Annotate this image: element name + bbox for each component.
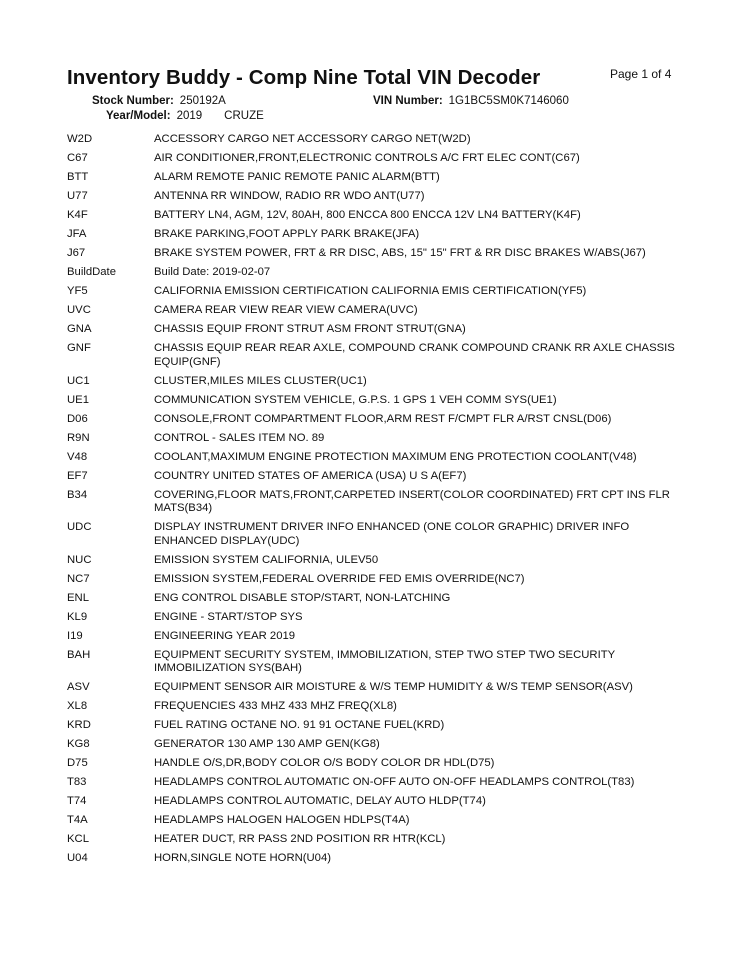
option-code: T4A	[67, 814, 88, 826]
option-code: B34	[67, 488, 88, 501]
option-code: NC7	[67, 572, 90, 585]
option-description: CHASSIS EQUIP REAR REAR AXLE, COMPOUND CRANK COMPOUND CRANK RR AXLE CHASSIS EQUIP(GNF)	[154, 342, 675, 368]
vin-value: 1G1BC5SM0K7146060	[448, 95, 569, 107]
option-code: UDC	[67, 521, 92, 533]
option-code: KG8	[67, 738, 90, 750]
option-description: EQUIPMENT SECURITY SYSTEM, IMMOBILIZATION, STEP TWO STEP TWO SECURITY IMMOBILIZATION SYS(BAH)	[154, 648, 615, 674]
option-code: U77	[67, 190, 88, 202]
option-row	[67, 487, 687, 520]
option-code: D06	[67, 412, 88, 425]
option-row	[67, 207, 687, 226]
document-title: Inventory Buddy - Comp Nine Total VIN Decoder	[67, 66, 541, 89]
option-description: ACCESSORY CARGO NET ACCESSORY CARGO NET(W2D)	[154, 133, 471, 145]
option-description: CALIFORNIA EMISSION CERTIFICATION CALIFORNIA EMIS CERTIFICATION(YF5)	[154, 285, 587, 297]
option-row	[67, 812, 687, 831]
option-row	[67, 302, 687, 321]
option-row	[67, 647, 687, 680]
option-description: HEADLAMPS CONTROL AUTOMATIC ON-OFF AUTO ON-OFF HEADLAMPS CONTROL(T83)	[154, 776, 635, 788]
option-code: U04	[67, 852, 88, 864]
option-row	[67, 131, 687, 150]
option-code: BAH	[67, 648, 91, 661]
option-code: UVC	[67, 304, 91, 316]
option-description: HORN,SINGLE NOTE HORN(U04)	[154, 852, 332, 864]
option-code: J67	[67, 247, 86, 259]
option-row	[67, 449, 687, 468]
option-code: V48	[67, 450, 88, 463]
option-row	[67, 245, 687, 264]
option-description: BATTERY LN4, AGM, 12V, 80AH, 800 ENCCA 800 ENCCA 12V LN4 BATTERY(K4F)	[154, 209, 581, 221]
option-description: HEADLAMPS CONTROL AUTOMATIC, DELAY AUTO HLDP(T74)	[154, 795, 486, 807]
option-description: ENGINEERING YEAR 2019	[154, 629, 296, 642]
option-code: YF5	[67, 285, 88, 297]
year-model-label: Year/Model:	[106, 110, 171, 122]
option-description: FREQUENCIES 433 MHZ 433 MHZ FREQ(XL8)	[154, 700, 397, 712]
option-code-list	[67, 131, 687, 869]
option-row	[67, 169, 687, 188]
option-row	[67, 283, 687, 302]
option-row	[67, 793, 687, 812]
option-description: CAMERA REAR VIEW REAR VIEW CAMERA(UVC)	[154, 304, 418, 316]
option-description: Build Date: 2019-02-07	[154, 266, 271, 278]
option-description: HEATER DUCT, RR PASS 2ND POSITION RR HTR(KCL)	[154, 833, 446, 845]
option-row	[67, 411, 687, 430]
stock-number-value: 250192A	[179, 95, 226, 107]
year-model-field	[106, 110, 264, 122]
option-description: ANTENNA RR WINDOW, RADIO RR WDO ANT(U77)	[154, 190, 425, 202]
option-row	[67, 571, 687, 590]
option-description: BRAKE PARKING,FOOT APPLY PARK BRAKE(JFA)	[154, 228, 420, 240]
stock-number-label: Stock Number:	[92, 95, 174, 107]
option-description: ENGINE - START/STOP SYS	[154, 610, 303, 623]
option-row	[67, 755, 687, 774]
year-value: 2019	[176, 110, 203, 122]
option-row	[67, 552, 687, 571]
option-code: W2D	[67, 133, 93, 145]
option-row	[67, 736, 687, 755]
vin-field	[373, 95, 569, 107]
option-code: UE1	[67, 393, 89, 406]
model-value: CRUZE	[224, 110, 264, 122]
option-code: XL8	[67, 700, 88, 712]
option-code: KL9	[67, 610, 88, 623]
page-number: Page 1 of 4	[610, 67, 672, 81]
option-code: ENL	[67, 591, 89, 604]
option-code: JFA	[67, 228, 87, 240]
option-row	[67, 430, 687, 449]
option-description: BRAKE SYSTEM POWER, FRT & RR DISC, ABS, 15" 15" FRT & RR DISC BRAKES W/ABS(J67)	[154, 247, 646, 259]
option-row	[67, 774, 687, 793]
option-code: D75	[67, 757, 88, 769]
option-description: GENERATOR 130 AMP 130 AMP GEN(KG8)	[154, 738, 380, 750]
option-description: EMISSION SYSTEM CALIFORNIA, ULEV50	[154, 553, 379, 566]
option-row	[67, 392, 687, 411]
option-row	[67, 373, 687, 392]
option-row	[67, 321, 687, 340]
option-code: K4F	[67, 209, 88, 221]
option-code: KCL	[67, 833, 89, 845]
option-code: NUC	[67, 553, 92, 566]
option-row	[67, 679, 687, 698]
option-description: ENG CONTROL DISABLE STOP/START, NON-LATCHING	[154, 591, 451, 604]
option-description: FUEL RATING OCTANE NO. 91 91 OCTANE FUEL(KRD)	[154, 719, 445, 731]
option-row	[67, 226, 687, 245]
option-row	[67, 850, 687, 869]
stock-number-field	[92, 95, 226, 107]
option-description: COOLANT,MAXIMUM ENGINE PROTECTION MAXIMUM ENG PROTECTION COOLANT(V48)	[154, 450, 637, 463]
option-description: CONSOLE,FRONT COMPARTMENT FLOOR,ARM REST F/CMPT FLR A/RST CNSL(D06)	[154, 412, 612, 425]
option-description: COVERING,FLOOR MATS,FRONT,CARPETED INSERT(COLOR COORDINATED) FRT CPT INS FLR MATS(B34)	[154, 488, 670, 514]
option-description: COUNTRY UNITED STATES OF AMERICA (USA) U S A(EF7)	[154, 469, 467, 482]
option-row	[67, 698, 687, 717]
option-row	[67, 590, 687, 609]
option-row	[67, 150, 687, 169]
option-row	[67, 717, 687, 736]
option-description: HANDLE O/S,DR,BODY COLOR O/S BODY COLOR DR HDL(D75)	[154, 757, 495, 769]
option-code: UC1	[67, 374, 90, 387]
option-description: ALARM REMOTE PANIC REMOTE PANIC ALARM(BTT)	[154, 171, 440, 183]
option-row	[67, 519, 687, 552]
option-row	[67, 188, 687, 207]
option-code: BTT	[67, 171, 89, 183]
option-description: CLUSTER,MILES MILES CLUSTER(UC1)	[154, 374, 367, 387]
option-row	[67, 609, 687, 628]
option-row	[67, 831, 687, 850]
option-code: T74	[67, 795, 87, 807]
option-code: EF7	[67, 469, 88, 482]
option-code: KRD	[67, 719, 91, 731]
option-row	[67, 468, 687, 487]
option-row	[67, 264, 687, 283]
option-code: ASV	[67, 681, 90, 693]
option-code: BuildDate	[67, 266, 116, 278]
option-description: EMISSION SYSTEM,FEDERAL OVERRIDE FED EMIS OVERRIDE(NC7)	[154, 572, 525, 585]
vin-label: VIN Number:	[373, 95, 443, 107]
option-code: I19	[67, 629, 83, 642]
option-row	[67, 628, 687, 647]
option-description: DISPLAY INSTRUMENT DRIVER INFO ENHANCED (ONE COLOR GRAPHIC) DRIVER INFO ENHANCED DISPLAY(UDC)	[154, 521, 630, 547]
option-description: CONTROL - SALES ITEM NO. 89	[154, 431, 325, 444]
option-row	[67, 340, 687, 373]
option-description: AIR CONDITIONER,FRONT,ELECTRONIC CONTROLS A/C FRT ELEC CONT(C67)	[154, 152, 580, 164]
option-code: T83	[67, 776, 87, 788]
option-description: CHASSIS EQUIP FRONT STRUT ASM FRONT STRUT(GNA)	[154, 323, 466, 335]
option-code: GNF	[67, 342, 91, 354]
option-description: EQUIPMENT SENSOR AIR MOISTURE & W/S TEMP HUMIDITY & W/S TEMP SENSOR(ASV)	[154, 681, 633, 693]
option-code: GNA	[67, 323, 92, 335]
option-description: COMMUNICATION SYSTEM VEHICLE, G.P.S. 1 GPS 1 VEH COMM SYS(UE1)	[154, 393, 557, 406]
option-description: HEADLAMPS HALOGEN HALOGEN HDLPS(T4A)	[154, 814, 410, 826]
option-code: C67	[67, 152, 88, 164]
option-code: R9N	[67, 431, 90, 444]
